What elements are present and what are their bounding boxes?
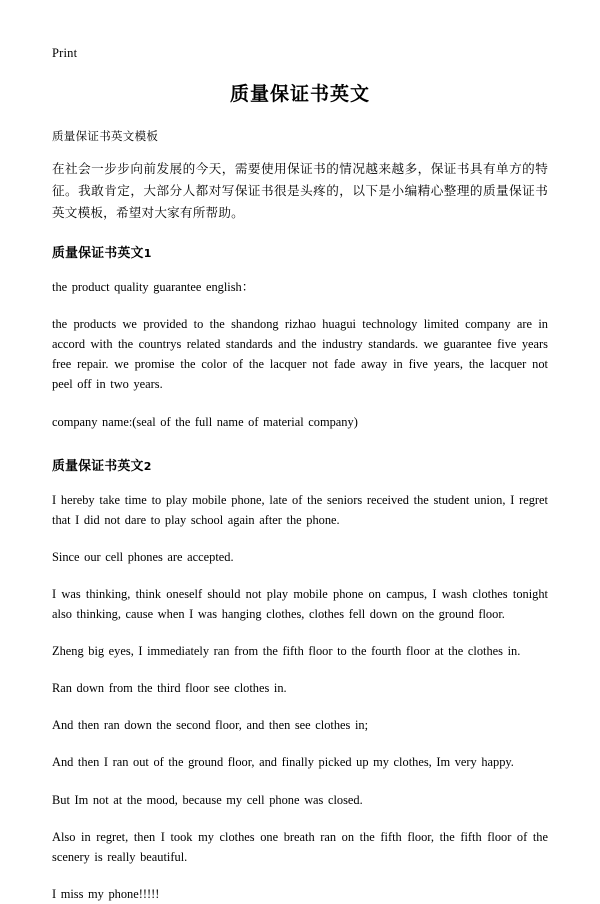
section-heading-2-text: 质量保证书英文 — [52, 458, 144, 474]
document-intro: 在社会一步步向前发展的今天，需要使用保证书的情况越来越多，保证书具有单方的特征。我敢肯定，大部分人都对写保证书很是头疼的，以下是小编精心整理的质量保证书英文模板，希望对大家有所帮助。 — [52, 161, 548, 221]
section-1-paragraph-1: the product quality guarantee english： — [52, 280, 255, 295]
print-button[interactable]: Print — [52, 46, 78, 60]
page-title: 质量保证书英文 — [229, 83, 370, 105]
section-heading-2 — [52, 455, 548, 474]
section-heading-1-number: 1 — [143, 247, 152, 261]
section-2-paragraph-10: I miss my phone!!!!! — [52, 886, 160, 901]
section-2-paragraph-8: But Im not at the mood, because my cell phone was closed. — [52, 792, 363, 807]
section-2-paragraph-5: Ran down from the third floor see clothes in. — [52, 681, 287, 696]
section-2-paragraph-7: And then I ran out of the ground floor, and finally picked up my clothes, Im very happy. — [52, 755, 514, 770]
section-heading-2-number: 2 — [143, 459, 152, 473]
document-subtitle: 质量保证书英文模板 — [52, 129, 159, 143]
section-2-paragraph-9: Also in regret, then I took my clothes one breath ran on the fifth floor, the fifth floor of the scenery is really beautiful. — [52, 829, 548, 864]
section-2-paragraph-1: I hereby take time to play mobile phone, late of the seniors received the student union, I regret that I did not dare to play school again after the phone. — [52, 492, 548, 527]
section-1-paragraph-3: company name:(seal of the full name of material company) — [52, 414, 358, 429]
section-heading-1-text: 质量保证书英文 — [52, 246, 144, 262]
section-2-paragraph-3: I was thinking, think oneself should not play mobile phone on campus, I wash clothes tonight also thinking, cause when I was hanging clothes, clothes fell down on the ground floor. — [52, 586, 548, 622]
section-1-paragraph-2: the products we provided to the shandong rizhao huagui technology limited company are in accord with the countrys related standards and the industry standards. we guarantee five years free repair. we promise the color of the lacquer not fade away in five years, the lacquer not peel off in two years. — [52, 317, 548, 392]
section-heading-1 — [52, 242, 548, 261]
section-2-paragraph-6: And then ran down the second floor, and then see clothes in; — [52, 718, 369, 733]
section-2-paragraph-2: Since our cell phones are accepted. — [52, 549, 234, 564]
section-2-paragraph-4: Zheng big eyes, I immediately ran from the fifth floor to the fourth floor at the clothes in. — [52, 644, 521, 659]
